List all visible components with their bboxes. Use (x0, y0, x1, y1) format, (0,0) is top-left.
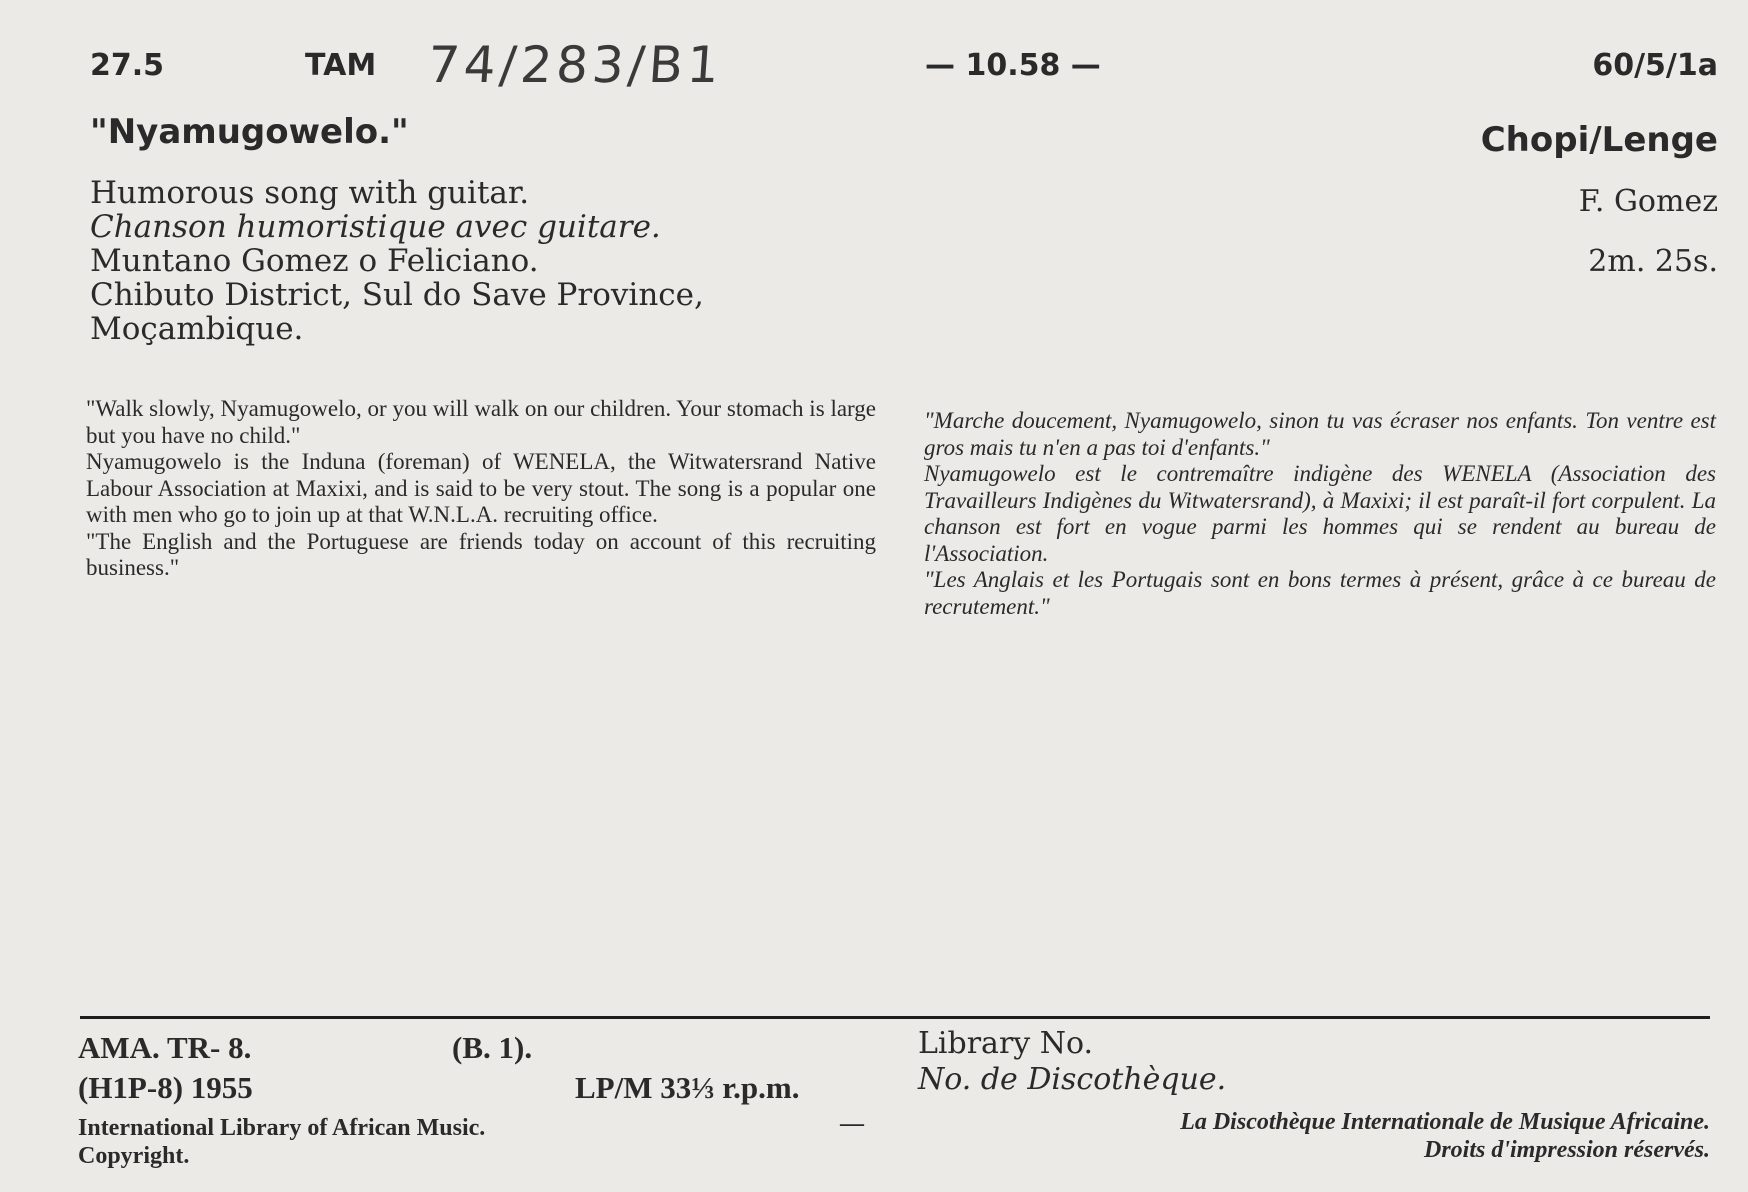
footer-divider (80, 1016, 1710, 1019)
publisher-en-line-2: Copyright. (78, 1143, 190, 1169)
notes-quote-2: "The English and the Portuguese are friends today on account of this recruiting business." (86, 528, 876, 580)
notes-english (86, 396, 876, 582)
publisher-en-line-1: International Library of African Music. (78, 1115, 486, 1141)
publisher-en (78, 1114, 485, 1170)
record-side: (B. 1). (452, 1030, 533, 1065)
catalogue-code: 60/5/1a (1592, 48, 1718, 83)
handwritten-reference: 74/283/B1 (425, 36, 725, 94)
notes-french (924, 408, 1716, 620)
duration: 2m. 25s. (1588, 244, 1718, 279)
publisher-fr-line-2: Droits d'impression réservés. (1423, 1137, 1710, 1163)
date-stamp: — 10.58 — (925, 48, 1101, 83)
publisher-fr (1180, 1108, 1710, 1164)
notes-quote-1: "Walk slowly, Nyamugowelo, or you will walk on our children. Your stomach is large but you have no child." (86, 396, 876, 448)
collection-code: TAM (305, 48, 377, 83)
notes-body-fr: Nyamugowelo est le contremaître indigène des WENELA (Association des Travailleurs Indigènes du Witwatersrand), à Maxixi; il est paraît-il fort corpulent. La chanson est fort en vogue parmi les hommes qui se rendent au bureau de l'Association. (924, 461, 1716, 566)
notes-quote-1-fr: "Marche doucement, Nyamugowelo, sinon tu vas écraser nos enfants. Ton ventre est gros mais tu n'en a pas toi d'enfants." (924, 408, 1716, 460)
library-number-label: Library No. (918, 1026, 1094, 1061)
description-block (90, 176, 704, 346)
record-number: AMA. TR- 8. (78, 1030, 252, 1065)
location: Chibuto District, Sul do Save Province, (90, 277, 704, 313)
record-format: LP/M 33⅓ r.p.m. (575, 1070, 800, 1105)
notes-body: Nyamugowelo is the Induna (foreman) of WENELA, the Witwatersrand Native Labour Association at Maxixi, and is said to be very stout. The song is a popular one with men who go to join up at that W.N.L.A. recruiting office. (86, 449, 876, 527)
description-fr: Chanson humoristique avec guitare. (90, 209, 661, 245)
performer-short: F. Gomez (1578, 184, 1718, 219)
publisher-fr-line-1: La Discothèque Internationale de Musique Africaine. (1180, 1109, 1710, 1135)
performer: Muntano Gomez o Feliciano. (90, 243, 539, 279)
song-title: "Nyamugowelo." (90, 112, 409, 152)
description-en: Humorous song with guitar. (90, 175, 530, 211)
culture-group: Chopi/Lenge (1480, 120, 1718, 160)
notes-quote-2-fr: "Les Anglais et les Portugais sont en bons termes à présent, grâce à ce bureau de recrutement." (924, 567, 1716, 619)
footer-dash: — (840, 1111, 864, 1137)
library-number-label-fr: No. de Discothèque. (918, 1062, 1227, 1097)
matrix-year: (H1P-8) 1955 (78, 1070, 253, 1105)
country: Moçambique. (90, 311, 304, 347)
ref-number: 27.5 (90, 48, 165, 83)
